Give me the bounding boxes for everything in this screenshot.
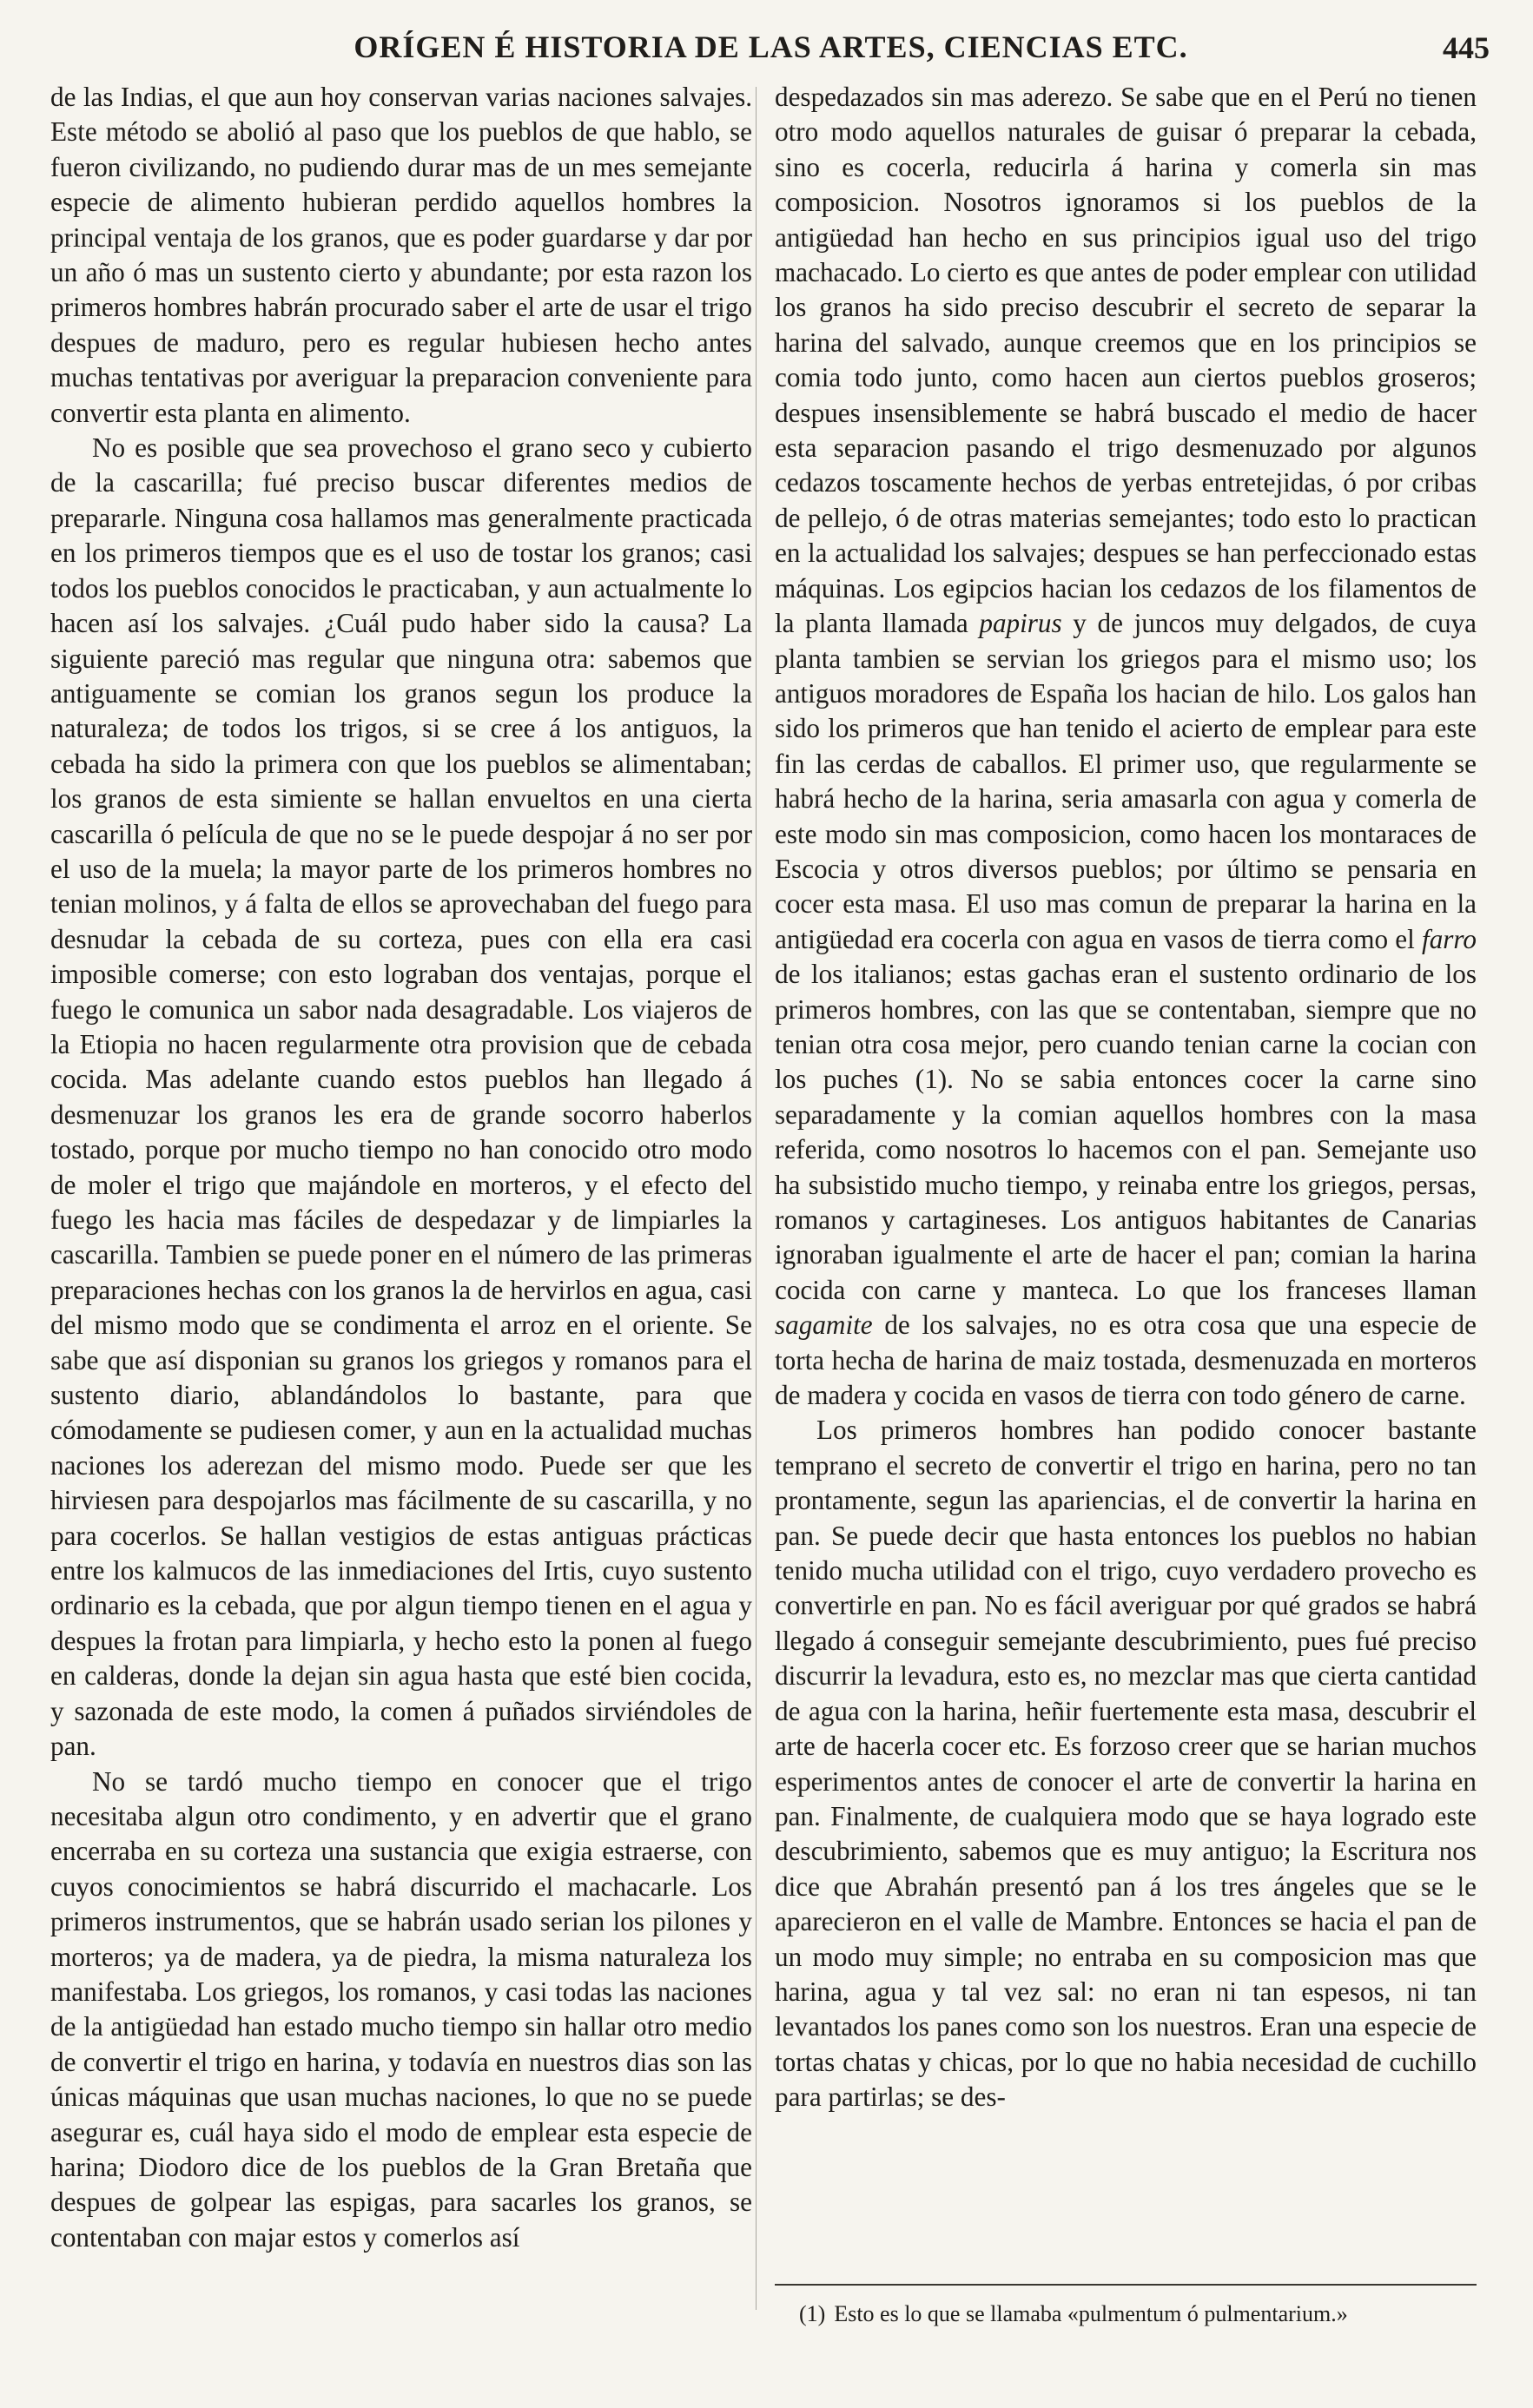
term-sagamite: sagamite <box>775 1310 873 1341</box>
term-papirus: papirus <box>979 608 1062 639</box>
page-header <box>52 23 1490 71</box>
right-paragraph-2: Los primeros hombres han podido conocer bastante temprano el secreto de convertir el trigo en harina, pero no tan prontamente, segun las apariencias, el de convertir la harina en pan. Se puede decir que hasta entonces los pueblos no habian tenido mucha utilidad con el trigo, cuyo verdadero provecho es convertirle en pan. No es fácil averiguar por qué grados se habrá llegado á conseguir semejante descubrimiento, pues fué preciso discurrir la levadura, esto es, no mezclar mas que cierta cantidad de agua con la harina, heñir fuertemente esta masa, descubrir el arte de hacerla cocer etc. Es forzoso creer que se harian muchos esperimentos antes de conocer el arte de convertir la harina en pan. Finalmente, de cualquiera modo que se haya logrado este descubrimiento, sabemos que es muy antiguo; la Escritura nos dice que Abrahán presentó pan á los tres ángeles que se le aparecieron en el valle de Mambre. Entonces se hacia el pan de un modo muy simple; no entraba en su composicion mas que harina, agua y tal vez sal: no eran ni tan espesos, ni tan levantados los panes como son los nuestros. Eran una especie de tortas chatas y chicas, por lo que no habia necesidad de cuchillo para partirlas; se des- <box>775 1415 1477 2113</box>
footnote-mark: (1) <box>799 2301 826 2326</box>
left-paragraph-2: No es posible que sea provechoso el grano seco y cubierto de la cascarilla; fué preciso buscar diferentes medios de prepararle. Ninguna cosa hallamos mas generalmente practicada en los primeros tiempos que es el uso de tostar los granos; casi todos los pueblos conocidos le practicaban, y aun actualmente lo hacen así los salvajes. ¿Cuál pudo haber sido la causa? La siguiente pareció mas regular que ninguna otra: sabemos que antiguamente se comian los granos segun los produce la naturaleza; de todos los trigos, si se cree á los antiguos, la cebada ha sido la primera con que los pueblos se alimentaban; los granos de esta simiente se hallan envueltos en una cierta cascarilla ó película de que no se le puede despojar á no ser por el uso de la muela; la mayor parte de los primeros hombres no tenian molinos, y á falta de ellos se aprovechaban del fuego para desnudar la cebada de su corteza, pues con ella era casi imposible comerse; con esto lograban dos ventajas, porque el fuego le comunica un sabor nada desagradable. Los viajeros de la Etiopia no hacen regularmente otra provision que de cebada cocida. Mas adelante cuando estos pueblos han llegado á desmenuzar los granos les era de grande socorro haberlos tostado, porque por mucho tiempo no han conocido otro modo de moler el trigo que majándole en morteros, y el efecto del fuego les hacia mas fáciles de despedazar y de limpiarles la cascarilla. Tambien se puede poner en el número de las primeras preparaciones hechas con los granos la de hervirlos en agua, casi del mismo modo que se condimenta el arroz en el oriente. Se sabe que así disponian su granos los griegos y romanos para el sustento diario, ablandándolos lo bastante, para que cómodamente se pudiesen comer, y aun en la actualidad muchas naciones los aderezan del mismo modo. Puede ser que les hirviesen para despojarlos mas fácilmente de su cascarilla, y no para cocerlos. Se hallan vestigios de estas antiguas prácticas entre los kalmucos de las inmediaciones del Irtis, cuyo sustento ordinario es la cebada, que por algun tiempo tienen en el agua y despues la frotan para limpiarla, y hecho esto la ponen al fuego en calderas, donde la dejan sin agua hasta que esté bien cocida, y sazonada de este modo, la comen á puñados sirviéndoles de pan. <box>50 432 752 1762</box>
right-paragraph-1 <box>775 80 1477 1413</box>
footnote-text: Esto es lo que se llamaba «pulmentum ó pulmentarium.» <box>834 2301 1348 2326</box>
right-paragraph-1-part-a: despedazados sin mas aderezo. Se sabe que en el Perú no tienen otro modo aquellos naturales de guisar ó preparar la cebada, sino es cocerla, reducirla á harina y comerla sin mas composicion. Nosotros ignoramos si los pueblos de la antigüedad han hecho en sus principios igual uso del trigo machacado. Lo cierto es que antes de poder emplear con utilidad los granos ha sido preciso descubrir el secreto de separar la harina del salvado, aunque creemos que en los principios se comia todo junto, como hacen aun ciertos pueblos groseros; despues insensiblemente se habrá buscado el medio de hacer esta separacion pasando el trigo desmenuzado por algunos cedazos toscamente hechos de yerbas entretejidas, ó por cribas de pellejo, ó de otras materias semejantes; todo esto lo practican en la actualidad los salvajes; despues se han perfeccionado estas máquinas. Los egipcios hacian los cedazos de los filamentos de la planta llamada <box>775 82 1477 639</box>
left-column <box>50 80 752 2255</box>
footnote <box>775 2299 1477 2329</box>
column-divider <box>756 87 757 2310</box>
right-paragraph-1-part-b: y de juncos muy delgados, de cuya planta tambien se servian los griegos para el mismo uso; los antiguos moradores de España los hacian de hilo. Los galos han sido los primeros que han tenido el acierto de emplear para este fin las cerdas de caballos. El primer uso, que regularmente se habrá hecho de la harina, seria amasarla con agua y comerla de este modo sin mas composicion, como hacen los montaraces de Escocia y otros diversos pueblos; por último se pensaria en cocer esta masa. El uso mas comun de preparar la harina en la antigüedad era cocerla con agua en vasos de tierra como el <box>775 608 1477 954</box>
left-paragraph-1: de las Indias, el que aun hoy conservan varias naciones salvajes. Este método se abolió al paso que los pueblos de que hablo, se fueron civilizando, no pudiendo durar mas de un mes semejante especie de alimento hubieran perdido aquellos hombres la principal ventaja de los granos, que es poder guardarse y dar por un año ó mas un sustento cierto y abundante; por esta razon los primeros hombres habrán procurado saber el arte de usar el trigo despues de maduro, pero es regular hubiesen hecho antes muchas tentativas por averiguar la preparacion conveniente para convertir esta planta en alimento. <box>50 82 752 428</box>
footnote-rule <box>775 2284 1477 2286</box>
term-farro: farro <box>1422 923 1477 954</box>
page-number: 445 <box>1443 30 1490 65</box>
right-paragraph-1-part-c: de los italianos; estas gachas eran el sustento ordinario de los primeros hombres, con las que se contentaban, siempre que no tenian otra cosa mejor, pero cuando tenian carne la cocian con los puches (1). No se sabia entonces cocer la carne sino separadamente y la comian aquellos hombres con la masa referida, como nosotros lo hacemos con el pan. Semejante uso ha subsistido mucho tiempo, y reinaba entre los griegos, persas, romanos y cartagineses. Los antiguos habitantes de Canarias ignoraban igualmente el arte de hacer el pan; comian la harina cocida con carne y manteca. Lo que los franceses llaman <box>775 959 1477 1305</box>
right-paragraph-1-part-d: de los salvajes, no es otra cosa que una especie de torta hecha de harina de maiz tostada, desmenuzada en morteros de madera y cocida en vasos de tierra con todo género de carne. <box>775 1310 1477 1411</box>
right-column <box>775 80 1477 2115</box>
left-paragraph-3: No se tardó mucho tiempo en conocer que el trigo necesitaba algun otro condimento, y en advertir que el grano encerraba en su corteza una sustancia que exigia estraerse, con cuyos conocimientos se habrá discurrido el machacarle. Los primeros instrumentos, que se habrán usado serian los pilones y morteros; ya de madera, ya de piedra, la misma naturaleza los manifestaba. Los griegos, los romanos, y casi todas las naciones de la antigüedad han estado mucho tiempo sin hallar otro medio de convertir el trigo en harina, y todavía en nuestros dias son las únicas máquinas que usan muchas naciones, lo que no se puede asegurar es, cuál haya sido el modo de emplear esta especie de harina; Diodoro dice de los pueblos de la Gran Bretaña que despues de golpear las espigas, para sacarles los granos, se contentaban con majar estos y comerlos así <box>50 1765 752 2253</box>
running-title: ORÍGEN É HISTORIA DE LAS ARTES, CIENCIAS ETC. <box>354 30 1188 64</box>
